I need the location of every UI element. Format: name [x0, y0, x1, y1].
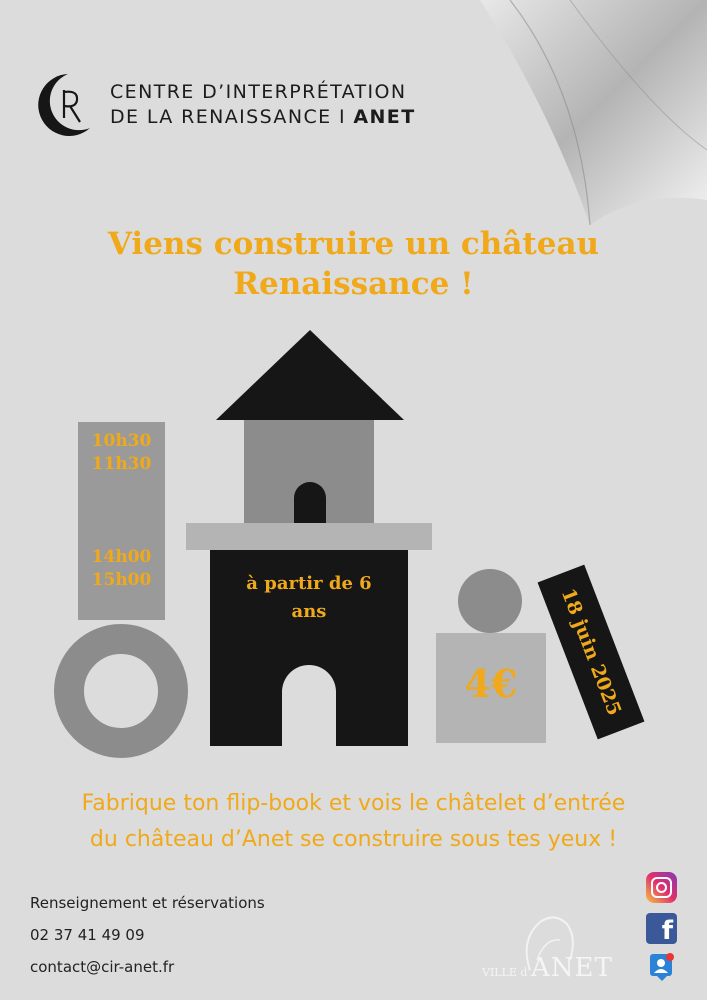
morning-start: 10h30: [91, 431, 152, 451]
headline-line-1: Viens construire un château: [107, 226, 600, 262]
cir-logo-icon: [30, 70, 100, 140]
age-line-2: ans: [291, 601, 327, 622]
ring-block: [69, 639, 173, 743]
headline: [0, 224, 707, 304]
headline-line-2: Renaissance !: [233, 266, 474, 302]
town-logo-name: ANET: [530, 953, 613, 983]
ball-block: [458, 569, 522, 633]
schedule-text: [78, 430, 165, 592]
facebook-icon[interactable]: f: [646, 913, 677, 944]
logo-line-2: [110, 105, 416, 130]
logo-text: [110, 80, 416, 130]
logo-line-1: CENTRE D’INTERPRÉTATION: [110, 81, 407, 103]
base-arch: [282, 665, 336, 746]
page-curl-decoration: [440, 0, 707, 240]
date-text: 18 juin 2025: [556, 585, 626, 719]
town-logo: [482, 953, 613, 983]
price-text: 4€: [464, 661, 518, 706]
contact-phone[interactable]: 02 37 41 49 09: [30, 926, 145, 944]
roof-block: [216, 330, 404, 420]
logo-line-2-regular: DE LA RENAISSANCE I: [110, 106, 354, 128]
logo-line-2-bold: ANET: [353, 106, 416, 128]
horizontal-bar-block: [186, 523, 432, 550]
afternoon-end: 15h00: [91, 570, 152, 590]
age-text: [210, 570, 408, 626]
tagline: [0, 786, 707, 858]
afternoon-start: 14h00: [91, 547, 152, 567]
age-line-1: à partir de 6: [246, 573, 372, 594]
morning-end: 11h30: [91, 454, 152, 474]
tower-window: [294, 482, 326, 523]
contact-heading: Renseignement et réservations: [30, 894, 265, 912]
instagram-icon[interactable]: [646, 872, 677, 903]
tagline-line-1: Fabrique ton flip-book et vois le châtelet d’entrée: [81, 791, 626, 816]
town-logo-prefix: VILLE d’: [482, 966, 531, 979]
contact-pin-icon[interactable]: [648, 952, 676, 982]
tagline-line-2: du château d’Anet se construire sous tes yeux !: [89, 827, 618, 852]
contact-email[interactable]: contact@cir-anet.fr: [30, 958, 175, 976]
